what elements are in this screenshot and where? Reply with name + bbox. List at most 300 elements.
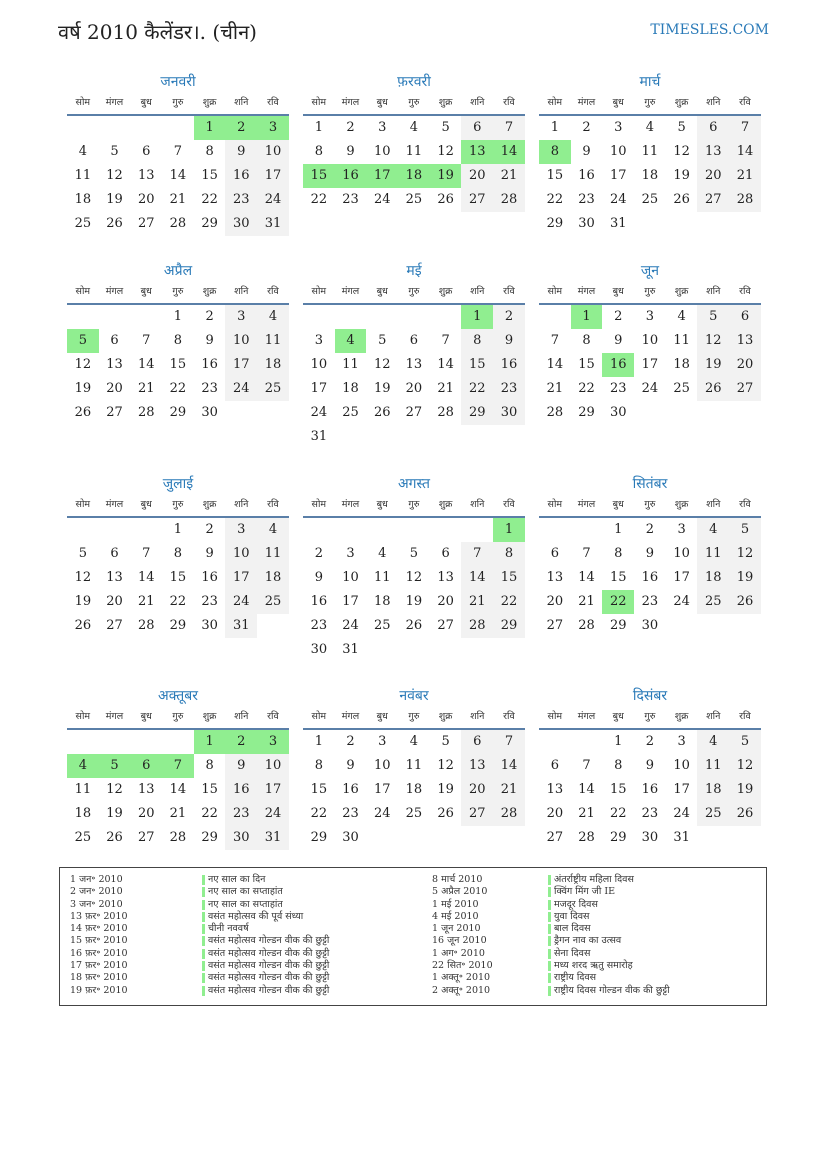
day-cell[interactable]: 3: [346, 546, 355, 561]
day-cell[interactable]: 29: [201, 830, 218, 845]
day-cell[interactable]: 25: [641, 192, 659, 207]
day-cell[interactable]: 7: [582, 546, 591, 561]
holiday-day[interactable]: 13: [461, 140, 493, 164]
day-cell[interactable]: 14: [137, 570, 155, 585]
day-cell[interactable]: 1: [614, 522, 623, 537]
day-cell[interactable]: 10: [225, 329, 257, 353]
day-cell[interactable]: 26: [106, 216, 123, 231]
day-cell[interactable]: 4: [645, 120, 655, 135]
day-cell[interactable]: 15: [578, 357, 595, 372]
day-cell[interactable]: 7: [493, 730, 525, 754]
day-cell[interactable]: 11: [405, 144, 423, 159]
day-cell[interactable]: 13: [437, 570, 454, 585]
day-cell[interactable]: 26: [437, 806, 454, 821]
day-cell[interactable]: 13: [106, 570, 123, 585]
holiday-day[interactable]: 19: [430, 164, 462, 188]
day-cell[interactable]: 13: [106, 357, 123, 372]
holiday-day[interactable]: 22: [602, 590, 634, 614]
day-cell[interactable]: 23: [493, 377, 525, 401]
day-cell[interactable]: 20: [106, 381, 123, 396]
day-cell[interactable]: 19: [729, 566, 761, 590]
day-cell[interactable]: 1: [173, 309, 183, 324]
day-cell[interactable]: 22: [201, 192, 218, 207]
day-cell[interactable]: 5: [110, 144, 119, 159]
day-cell[interactable]: 16: [201, 570, 218, 585]
day-cell[interactable]: 25: [405, 192, 423, 207]
day-cell[interactable]: 8: [493, 542, 525, 566]
day-cell[interactable]: 29: [609, 830, 627, 845]
day-cell[interactable]: 26: [74, 618, 92, 633]
day-cell[interactable]: 28: [169, 216, 187, 231]
day-cell[interactable]: 25: [697, 590, 729, 614]
day-cell[interactable]: 19: [437, 782, 454, 797]
day-cell[interactable]: 24: [673, 594, 690, 609]
day-cell[interactable]: 4: [409, 734, 419, 749]
day-cell[interactable]: 12: [437, 758, 454, 773]
day-cell[interactable]: 19: [74, 381, 92, 396]
day-cell[interactable]: 4: [677, 309, 686, 324]
day-cell[interactable]: 17: [257, 778, 289, 802]
day-cell[interactable]: 27: [137, 830, 155, 845]
day-cell[interactable]: 9: [225, 754, 257, 778]
day-cell[interactable]: 26: [106, 830, 123, 845]
day-cell[interactable]: 13: [729, 329, 761, 353]
day-cell[interactable]: 12: [697, 329, 729, 353]
day-cell[interactable]: 17: [609, 168, 627, 183]
day-cell[interactable]: 26: [729, 590, 761, 614]
day-cell[interactable]: 14: [137, 357, 155, 372]
holiday-day[interactable]: 1: [571, 305, 603, 329]
day-cell[interactable]: 30: [201, 618, 218, 633]
holiday-day[interactable]: 1: [194, 116, 226, 140]
holiday-day[interactable]: 6: [130, 754, 162, 778]
day-cell[interactable]: 3: [378, 734, 387, 749]
day-cell[interactable]: 2: [205, 522, 214, 537]
day-cell[interactable]: 10: [225, 542, 257, 566]
day-cell[interactable]: 25: [405, 806, 423, 821]
day-cell[interactable]: 6: [441, 546, 450, 561]
day-cell[interactable]: 16: [225, 778, 257, 802]
day-cell[interactable]: 14: [729, 140, 761, 164]
day-cell[interactable]: 7: [550, 333, 559, 348]
day-cell[interactable]: 25: [342, 405, 359, 420]
day-cell[interactable]: 16: [641, 782, 659, 797]
day-cell[interactable]: 23: [609, 381, 627, 396]
day-cell[interactable]: 20: [546, 594, 564, 609]
day-cell[interactable]: 20: [461, 164, 493, 188]
day-cell[interactable]: 10: [373, 758, 391, 773]
day-cell[interactable]: 24: [641, 381, 659, 396]
day-cell[interactable]: 12: [729, 542, 761, 566]
day-cell[interactable]: 6: [110, 333, 119, 348]
day-cell[interactable]: 18: [697, 566, 729, 590]
day-cell[interactable]: 2: [346, 120, 355, 135]
day-cell[interactable]: 17: [342, 594, 359, 609]
day-cell[interactable]: 2: [314, 546, 323, 561]
day-cell[interactable]: 5: [729, 518, 761, 542]
holiday-day[interactable]: 4: [67, 754, 99, 778]
day-cell[interactable]: 24: [373, 806, 391, 821]
day-cell[interactable]: 22: [201, 806, 218, 821]
day-cell[interactable]: 29: [169, 618, 187, 633]
day-cell[interactable]: 20: [137, 192, 155, 207]
day-cell[interactable]: 9: [346, 758, 355, 773]
day-cell[interactable]: 23: [342, 192, 359, 207]
day-cell[interactable]: 12: [405, 570, 423, 585]
day-cell[interactable]: 9: [645, 758, 655, 773]
holiday-day[interactable]: 1: [194, 730, 226, 754]
holiday-day[interactable]: 3: [257, 730, 289, 754]
day-cell[interactable]: 15: [169, 570, 187, 585]
day-cell[interactable]: 28: [461, 614, 493, 638]
day-cell[interactable]: 31: [310, 429, 328, 444]
day-cell[interactable]: 10: [342, 570, 359, 585]
day-cell[interactable]: 8: [173, 333, 183, 348]
day-cell[interactable]: 20: [137, 806, 155, 821]
day-cell[interactable]: 27: [461, 802, 493, 826]
day-cell[interactable]: 21: [169, 192, 187, 207]
day-cell[interactable]: 20: [405, 381, 423, 396]
day-cell[interactable]: 8: [314, 144, 323, 159]
day-cell[interactable]: 21: [578, 806, 595, 821]
day-cell[interactable]: 5: [729, 730, 761, 754]
day-cell[interactable]: 12: [106, 168, 123, 183]
day-cell[interactable]: 6: [110, 546, 119, 561]
day-cell[interactable]: 9: [645, 546, 655, 561]
holiday-day[interactable]: 15: [303, 164, 335, 188]
day-cell[interactable]: 23: [641, 594, 659, 609]
day-cell[interactable]: 13: [137, 168, 155, 183]
day-cell[interactable]: 11: [697, 542, 729, 566]
day-cell[interactable]: 5: [378, 333, 387, 348]
day-cell[interactable]: 31: [342, 642, 359, 657]
day-cell[interactable]: 21: [493, 164, 525, 188]
day-cell[interactable]: 13: [461, 754, 493, 778]
day-cell[interactable]: 12: [106, 782, 123, 797]
day-cell[interactable]: 5: [78, 546, 87, 561]
day-cell[interactable]: 24: [673, 806, 690, 821]
day-cell[interactable]: 30: [225, 212, 257, 236]
day-cell[interactable]: 5: [697, 305, 729, 329]
day-cell[interactable]: 22: [310, 192, 328, 207]
day-cell[interactable]: 24: [609, 192, 627, 207]
day-cell[interactable]: 7: [461, 542, 493, 566]
day-cell[interactable]: 7: [493, 116, 525, 140]
day-cell[interactable]: 9: [614, 333, 623, 348]
day-cell[interactable]: 30: [578, 216, 595, 231]
day-cell[interactable]: 27: [461, 188, 493, 212]
day-cell[interactable]: 10: [641, 333, 659, 348]
day-cell[interactable]: 11: [342, 357, 359, 372]
day-cell[interactable]: 4: [257, 518, 289, 542]
day-cell[interactable]: 30: [641, 830, 659, 845]
holiday-day[interactable]: 16: [335, 164, 367, 188]
day-cell[interactable]: 26: [74, 405, 92, 420]
day-cell[interactable]: 3: [677, 734, 686, 749]
day-cell[interactable]: 13: [546, 570, 564, 585]
day-cell[interactable]: 16: [310, 594, 328, 609]
day-cell[interactable]: 16: [578, 168, 595, 183]
day-cell[interactable]: 12: [74, 357, 92, 372]
day-cell[interactable]: 22: [169, 381, 187, 396]
day-cell[interactable]: 15: [609, 570, 627, 585]
day-cell[interactable]: 25: [673, 381, 690, 396]
day-cell[interactable]: 13: [405, 357, 423, 372]
day-cell[interactable]: 9: [346, 144, 355, 159]
day-cell[interactable]: 15: [201, 782, 218, 797]
day-cell[interactable]: 24: [225, 590, 257, 614]
day-cell[interactable]: 8: [173, 546, 183, 561]
day-cell[interactable]: 12: [373, 357, 391, 372]
day-cell[interactable]: 19: [729, 778, 761, 802]
day-cell[interactable]: 7: [441, 333, 450, 348]
day-cell[interactable]: 29: [201, 216, 218, 231]
day-cell[interactable]: 18: [257, 566, 289, 590]
day-cell[interactable]: 29: [493, 614, 525, 638]
day-cell[interactable]: 23: [578, 192, 595, 207]
day-cell[interactable]: 8: [614, 758, 623, 773]
day-cell[interactable]: 18: [405, 782, 423, 797]
day-cell[interactable]: 5: [409, 546, 419, 561]
day-cell[interactable]: 2: [493, 305, 525, 329]
day-cell[interactable]: 24: [310, 405, 328, 420]
day-cell[interactable]: 18: [697, 778, 729, 802]
day-cell[interactable]: 23: [310, 618, 328, 633]
holiday-day[interactable]: 14: [493, 140, 525, 164]
day-cell[interactable]: 22: [546, 192, 564, 207]
day-cell[interactable]: 28: [729, 188, 761, 212]
day-cell[interactable]: 10: [373, 144, 391, 159]
day-cell[interactable]: 3: [225, 518, 257, 542]
day-cell[interactable]: 28: [493, 802, 525, 826]
day-cell[interactable]: 28: [493, 188, 525, 212]
day-cell[interactable]: 2: [346, 734, 355, 749]
day-cell[interactable]: 1: [173, 522, 183, 537]
day-cell[interactable]: 26: [673, 192, 690, 207]
day-cell[interactable]: 5: [677, 120, 686, 135]
day-cell[interactable]: 17: [310, 381, 328, 396]
day-cell[interactable]: 18: [74, 192, 92, 207]
day-cell[interactable]: 28: [578, 830, 595, 845]
day-cell[interactable]: 31: [225, 614, 257, 638]
day-cell[interactable]: 22: [461, 377, 493, 401]
day-cell[interactable]: 3: [225, 305, 257, 329]
day-cell[interactable]: 7: [142, 333, 151, 348]
holiday-day[interactable]: 7: [162, 754, 194, 778]
day-cell[interactable]: 6: [142, 144, 151, 159]
day-cell[interactable]: 8: [614, 546, 623, 561]
day-cell[interactable]: 16: [201, 357, 218, 372]
day-cell[interactable]: 15: [461, 353, 493, 377]
day-cell[interactable]: 28: [169, 830, 187, 845]
day-cell[interactable]: 18: [342, 381, 359, 396]
day-cell[interactable]: 25: [373, 618, 391, 633]
day-cell[interactable]: 28: [578, 618, 595, 633]
day-cell[interactable]: 20: [697, 164, 729, 188]
day-cell[interactable]: 22: [578, 381, 595, 396]
day-cell[interactable]: 26: [697, 377, 729, 401]
day-cell[interactable]: 21: [137, 381, 155, 396]
day-cell[interactable]: 30: [225, 826, 257, 850]
day-cell[interactable]: 4: [697, 518, 729, 542]
day-cell[interactable]: 15: [201, 168, 218, 183]
day-cell[interactable]: 23: [225, 188, 257, 212]
day-cell[interactable]: 3: [645, 309, 655, 324]
day-cell[interactable]: 23: [342, 806, 359, 821]
holiday-day[interactable]: 5: [67, 329, 99, 353]
day-cell[interactable]: 11: [373, 570, 391, 585]
day-cell[interactable]: 31: [673, 830, 690, 845]
day-cell[interactable]: 16: [493, 353, 525, 377]
day-cell[interactable]: 27: [437, 618, 454, 633]
day-cell[interactable]: 30: [342, 830, 359, 845]
day-cell[interactable]: 27: [405, 405, 423, 420]
holiday-day[interactable]: 5: [99, 754, 131, 778]
day-cell[interactable]: 6: [550, 758, 559, 773]
day-cell[interactable]: 19: [373, 381, 391, 396]
day-cell[interactable]: 14: [437, 357, 454, 372]
day-cell[interactable]: 10: [609, 144, 627, 159]
day-cell[interactable]: 27: [546, 618, 564, 633]
day-cell[interactable]: 11: [697, 754, 729, 778]
day-cell[interactable]: 19: [106, 806, 123, 821]
day-cell[interactable]: 21: [461, 590, 493, 614]
day-cell[interactable]: 17: [673, 570, 690, 585]
day-cell[interactable]: 14: [461, 566, 493, 590]
day-cell[interactable]: 27: [137, 216, 155, 231]
day-cell[interactable]: 25: [697, 802, 729, 826]
day-cell[interactable]: 31: [609, 216, 627, 231]
holiday-day[interactable]: 3: [257, 116, 289, 140]
day-cell[interactable]: 24: [225, 377, 257, 401]
day-cell[interactable]: 14: [169, 782, 187, 797]
holiday-day[interactable]: 18: [398, 164, 430, 188]
day-cell[interactable]: 19: [405, 594, 423, 609]
day-cell[interactable]: 4: [78, 144, 87, 159]
day-cell[interactable]: 17: [257, 164, 289, 188]
day-cell[interactable]: 31: [257, 212, 289, 236]
day-cell[interactable]: 6: [461, 116, 493, 140]
day-cell[interactable]: 24: [257, 802, 289, 826]
day-cell[interactable]: 9: [205, 333, 214, 348]
day-cell[interactable]: 3: [378, 120, 387, 135]
day-cell[interactable]: 2: [645, 734, 655, 749]
day-cell[interactable]: 21: [729, 164, 761, 188]
day-cell[interactable]: 9: [582, 144, 591, 159]
day-cell[interactable]: 10: [673, 546, 690, 561]
day-cell[interactable]: 21: [169, 806, 187, 821]
day-cell[interactable]: 20: [437, 594, 454, 609]
day-cell[interactable]: 28: [137, 405, 155, 420]
day-cell[interactable]: 13: [546, 782, 564, 797]
day-cell[interactable]: 30: [609, 405, 627, 420]
day-cell[interactable]: 23: [201, 381, 218, 396]
day-cell[interactable]: 11: [405, 758, 423, 773]
day-cell[interactable]: 7: [173, 144, 183, 159]
day-cell[interactable]: 27: [106, 618, 123, 633]
day-cell[interactable]: 5: [441, 734, 450, 749]
day-cell[interactable]: 22: [609, 806, 627, 821]
day-cell[interactable]: 26: [729, 802, 761, 826]
day-cell[interactable]: 6: [409, 333, 419, 348]
holiday-day[interactable]: 17: [366, 164, 398, 188]
day-cell[interactable]: 27: [729, 377, 761, 401]
day-cell[interactable]: 8: [582, 333, 591, 348]
day-cell[interactable]: 9: [314, 570, 323, 585]
day-cell[interactable]: 1: [314, 120, 323, 135]
day-cell[interactable]: 17: [225, 353, 257, 377]
day-cell[interactable]: 25: [257, 590, 289, 614]
site-link[interactable]: TIMESLES.COM: [650, 22, 769, 38]
day-cell[interactable]: 4: [697, 730, 729, 754]
day-cell[interactable]: 9: [493, 329, 525, 353]
day-cell[interactable]: 20: [546, 806, 564, 821]
day-cell[interactable]: 7: [582, 758, 591, 773]
holiday-day[interactable]: 1: [461, 305, 493, 329]
day-cell[interactable]: 8: [461, 329, 493, 353]
day-cell[interactable]: 17: [373, 782, 391, 797]
day-cell[interactable]: 10: [257, 140, 289, 164]
day-cell[interactable]: 6: [729, 305, 761, 329]
day-cell[interactable]: 18: [641, 168, 659, 183]
day-cell[interactable]: 12: [729, 754, 761, 778]
day-cell[interactable]: 21: [137, 594, 155, 609]
day-cell[interactable]: 21: [546, 381, 564, 396]
day-cell[interactable]: 21: [437, 381, 454, 396]
day-cell[interactable]: 11: [257, 542, 289, 566]
day-cell[interactable]: 30: [493, 401, 525, 425]
day-cell[interactable]: 17: [673, 782, 690, 797]
day-cell[interactable]: 26: [373, 405, 391, 420]
day-cell[interactable]: 23: [641, 806, 659, 821]
day-cell[interactable]: 15: [493, 566, 525, 590]
day-cell[interactable]: 15: [546, 168, 564, 183]
day-cell[interactable]: 30: [201, 405, 218, 420]
holiday-day[interactable]: 2: [225, 730, 257, 754]
day-cell[interactable]: 20: [106, 594, 123, 609]
day-cell[interactable]: 29: [169, 405, 187, 420]
day-cell[interactable]: 26: [437, 192, 454, 207]
day-cell[interactable]: 11: [74, 782, 92, 797]
day-cell[interactable]: 29: [609, 618, 627, 633]
day-cell[interactable]: 12: [673, 144, 690, 159]
day-cell[interactable]: 30: [641, 618, 659, 633]
day-cell[interactable]: 19: [697, 353, 729, 377]
day-cell[interactable]: 15: [169, 357, 187, 372]
day-cell[interactable]: 28: [546, 405, 564, 420]
day-cell[interactable]: 6: [550, 546, 559, 561]
day-cell[interactable]: 10: [257, 754, 289, 778]
day-cell[interactable]: 3: [677, 522, 686, 537]
day-cell[interactable]: 21: [493, 778, 525, 802]
day-cell[interactable]: 20: [729, 353, 761, 377]
day-cell[interactable]: 25: [74, 830, 92, 845]
holiday-day[interactable]: 16: [602, 353, 634, 377]
day-cell[interactable]: 20: [461, 778, 493, 802]
day-cell[interactable]: 7: [729, 116, 761, 140]
day-cell[interactable]: 12: [437, 144, 454, 159]
day-cell[interactable]: 14: [493, 754, 525, 778]
day-cell[interactable]: 14: [578, 570, 595, 585]
day-cell[interactable]: 2: [582, 120, 591, 135]
day-cell[interactable]: 16: [641, 570, 659, 585]
day-cell[interactable]: 9: [205, 546, 214, 561]
day-cell[interactable]: 18: [373, 594, 391, 609]
day-cell[interactable]: 18: [257, 353, 289, 377]
day-cell[interactable]: 29: [578, 405, 595, 420]
day-cell[interactable]: 12: [74, 570, 92, 585]
day-cell[interactable]: 19: [74, 594, 92, 609]
